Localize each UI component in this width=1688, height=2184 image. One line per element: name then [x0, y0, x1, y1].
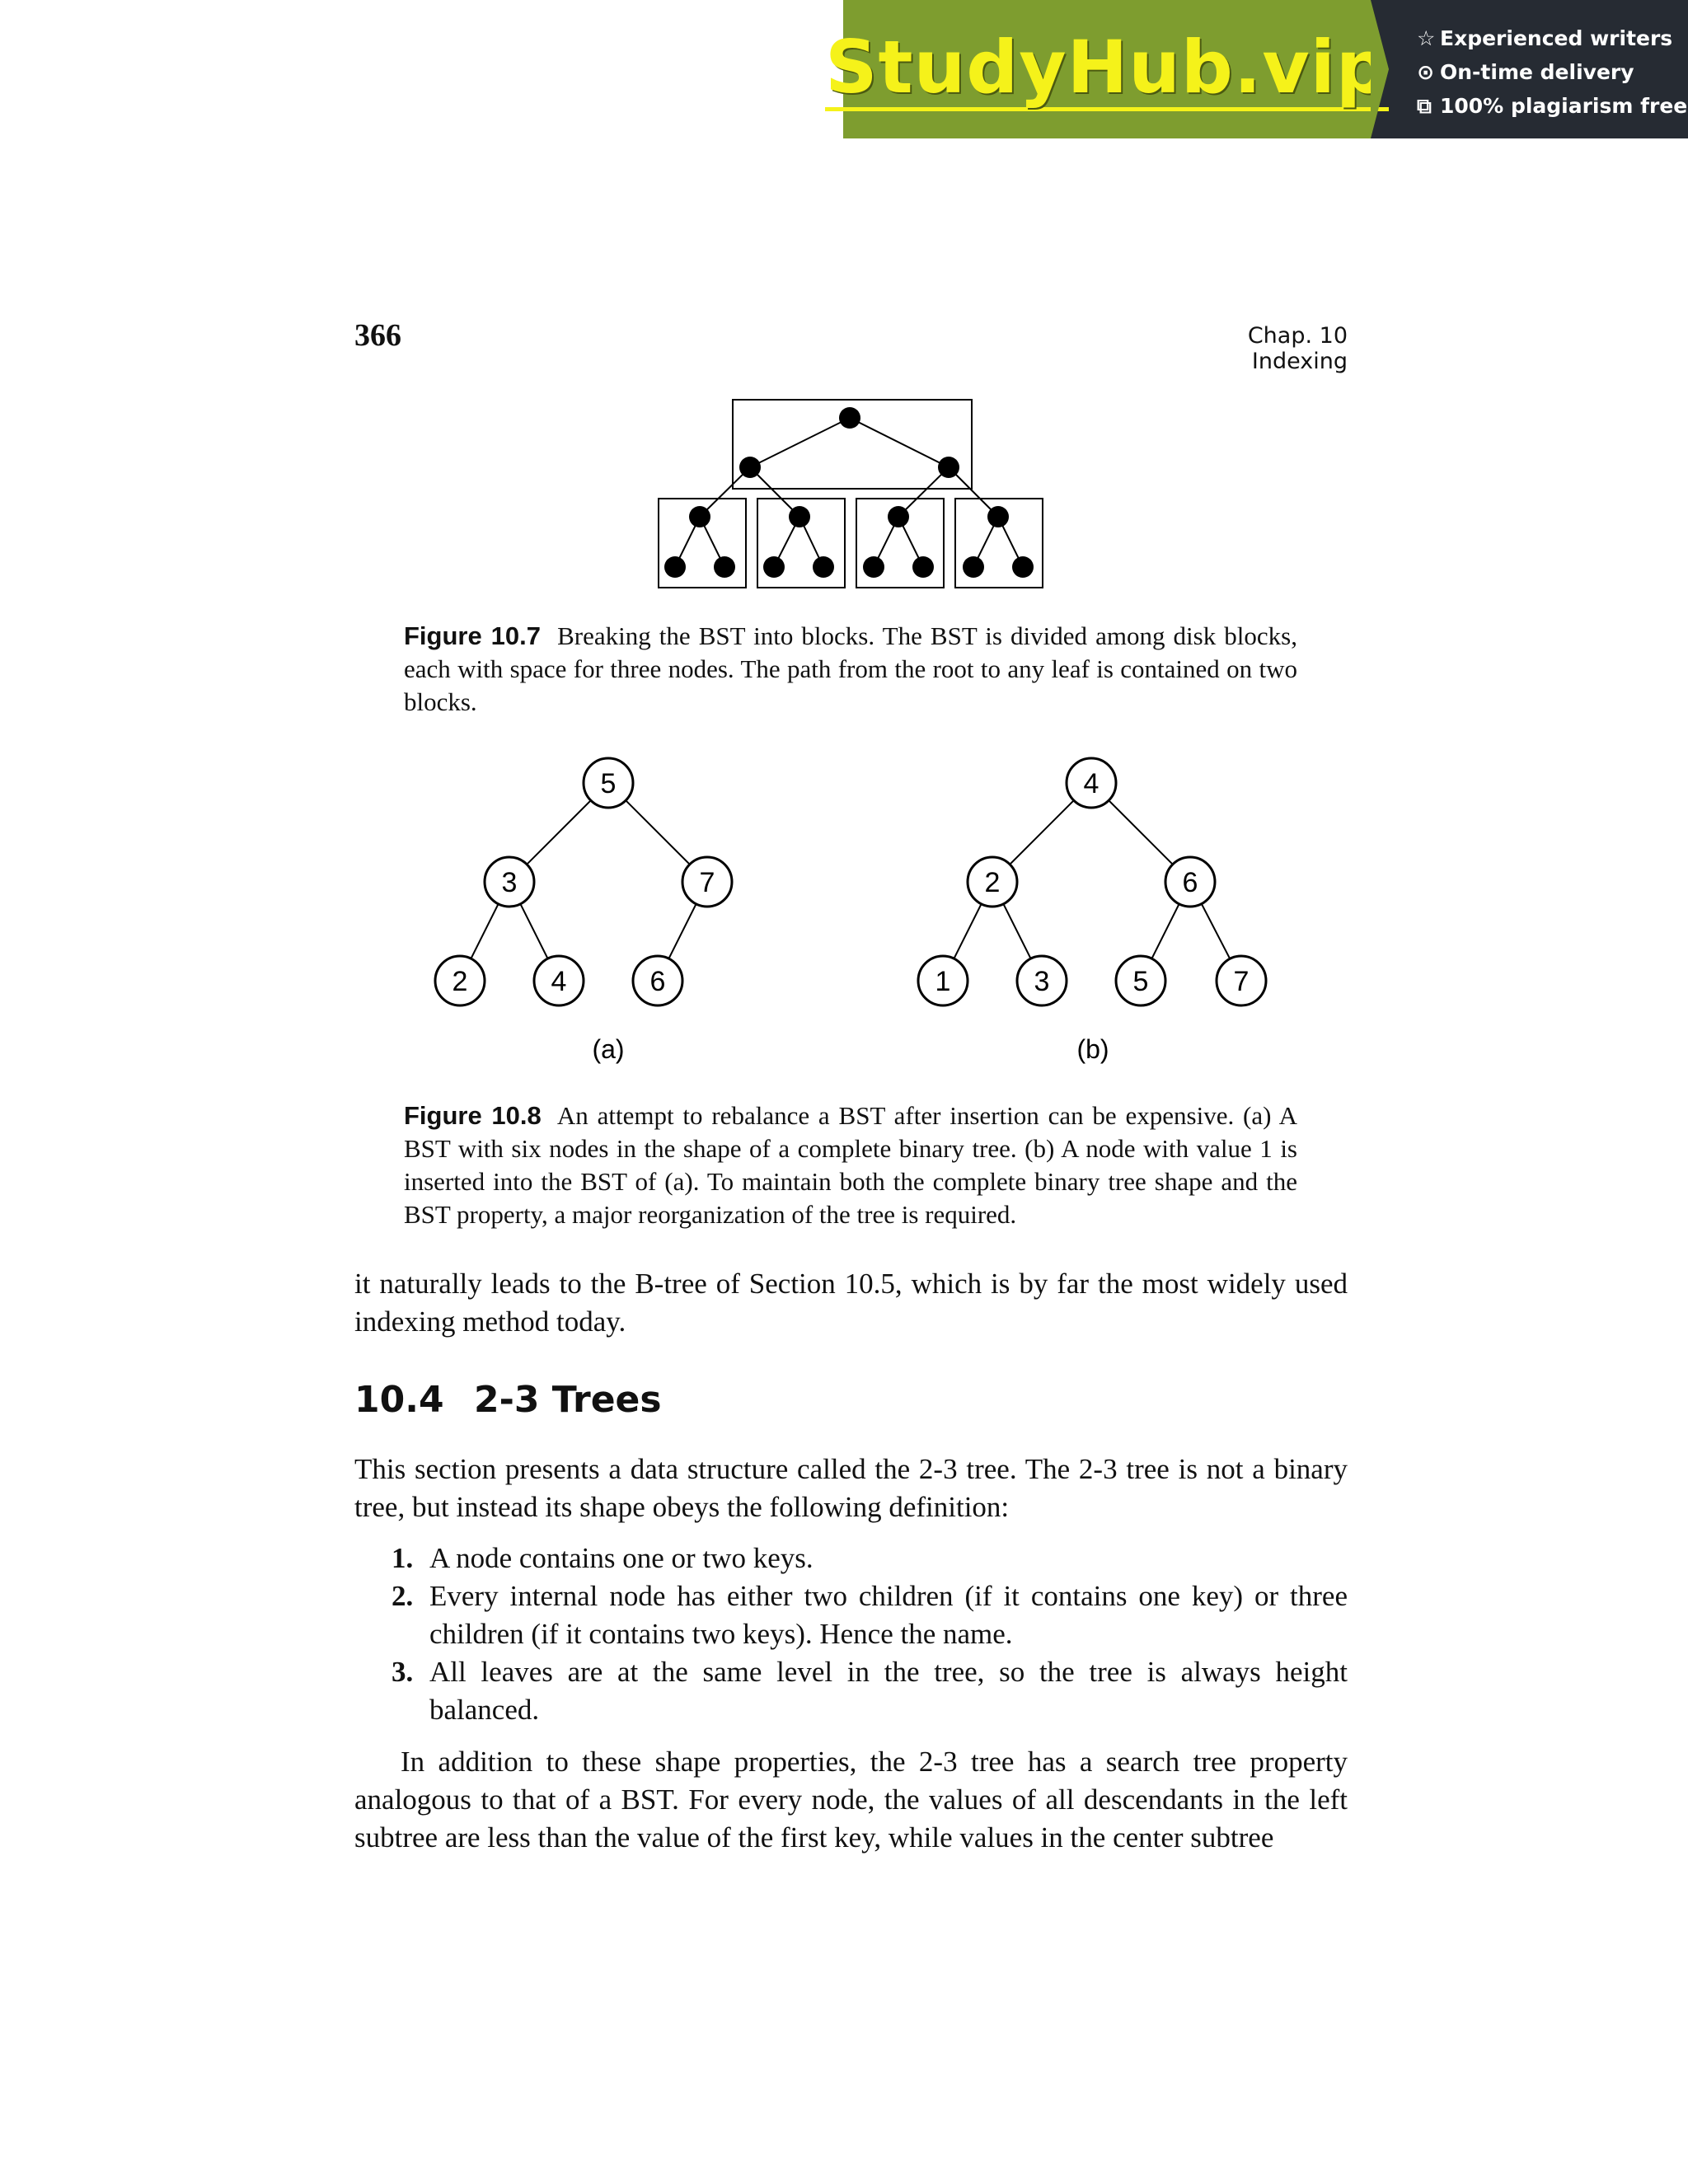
copy-icon: ⧉: [1417, 94, 1432, 118]
banner-features: [1371, 0, 1688, 138]
body-paragraph: This section presents a data structure called the 2-3 tree. The 2-3 tree is not a binary tree, but instead its shape obeys the following definition:: [354, 1453, 1348, 1523]
brand-logo[interactable]: StudyHub.vip: [825, 24, 1389, 110]
tree-node: [888, 506, 909, 527]
figure-label: Figure 10.7: [404, 621, 542, 650]
section-title: 2-3 Trees: [474, 1379, 662, 1421]
tree-a-node: 7: [699, 867, 715, 898]
banner-brand-panel[interactable]: [825, 0, 1389, 138]
page-number: 366: [354, 318, 401, 353]
star-icon: ☆: [1417, 26, 1436, 50]
tree-node: [813, 556, 834, 578]
caption-text: Breaking the BST into blocks. The BST is divided among disk blocks, each with space for three nodes. The path from the root to any leaf is contained on two blocks.: [404, 621, 1297, 716]
feature-item: [1417, 21, 1688, 55]
tree-a-node: 5: [600, 768, 617, 799]
list-number: 1.: [392, 1542, 414, 1574]
ad-banner[interactable]: [825, 0, 1688, 138]
tree-b-node: 2: [984, 867, 1001, 898]
tree-node: [863, 556, 884, 578]
tree-node: [987, 506, 1009, 527]
section-heading: [354, 1379, 662, 1421]
list-text: All leaves are at the same level in the tree, so the tree is always height balanced.: [429, 1656, 1348, 1726]
tree-b-node: 5: [1132, 966, 1149, 997]
tree-a-node: 3: [501, 867, 518, 898]
feature-item: [1417, 55, 1688, 89]
tree-node: [839, 407, 860, 429]
tree-node: [714, 556, 735, 578]
tree-b-node: 6: [1182, 867, 1198, 898]
list-text: Every internal node has either two children (if it contains one key) or three children (if it contains two keys). Hence the name.: [429, 1580, 1348, 1650]
list-number: 2.: [392, 1580, 414, 1612]
tree-node: [664, 556, 686, 578]
tree-a-node: 4: [551, 966, 567, 997]
tree-a-node: 2: [452, 966, 468, 997]
figure-10-7-caption: [404, 620, 1297, 719]
list-text: A node contains one or two keys.: [429, 1542, 814, 1574]
list-item: [354, 1653, 1348, 1729]
caption-text: An attempt to rebalance a BST after insertion can be expensive. (a) A BST with six nodes in the shape of a complete binary tree. (b) A node with value 1 is inserted into the BST of (a). To maintain both the complete binary tree shape and the BST property, a major reorganization of the tree is required.: [404, 1101, 1297, 1229]
running-head: Chap. 10 Indexing: [1247, 323, 1348, 374]
tree-node: [912, 556, 934, 578]
tree-node: [689, 506, 710, 527]
figure-label: Figure 10.8: [404, 1101, 542, 1130]
tree-node: [938, 457, 959, 478]
body-paragraph: In addition to these shape properties, the 2-3 tree has a search tree property analogous to that of a BST. For every node, the values of all descendants in the left subtree are less than the value of the first key, while values in the center subtree: [354, 1746, 1348, 1854]
clock-icon: ⊙: [1417, 60, 1434, 84]
list-number: 3.: [392, 1656, 414, 1688]
tree-b-node: 1: [935, 966, 951, 997]
subfigure-label-b: (b): [1076, 1034, 1109, 1064]
tree-node: [789, 506, 810, 527]
feature-label: Experienced writers: [1440, 26, 1673, 50]
list-item: [354, 1540, 1348, 1577]
tree-node: [963, 556, 984, 578]
feature-item: [1417, 89, 1688, 123]
feature-label: On-time delivery: [1440, 60, 1634, 84]
tree-node: [1012, 556, 1034, 578]
body-paragraph: it naturally leads to the B-tree of Section 10.5, which is by far the most widely used indexing method today.: [354, 1268, 1348, 1338]
feature-label: 100% plagiarism free: [1440, 94, 1688, 118]
tree-b-node: 3: [1034, 966, 1050, 997]
figure-10-8-caption: [404, 1099, 1297, 1231]
tree-node: [739, 457, 761, 478]
list-item: [354, 1577, 1348, 1653]
section-number: 10.4: [354, 1379, 444, 1421]
figure-10-8-diagram: [412, 750, 1286, 1071]
tree-b-node: 7: [1233, 966, 1250, 997]
tree-b-node: 4: [1083, 768, 1100, 799]
tree-node: [763, 556, 785, 578]
tree-a-node: 6: [649, 966, 666, 997]
subfigure-label-a: (a): [592, 1034, 625, 1064]
definition-list: [354, 1540, 1348, 1729]
figure-10-7-diagram: [651, 391, 1055, 598]
